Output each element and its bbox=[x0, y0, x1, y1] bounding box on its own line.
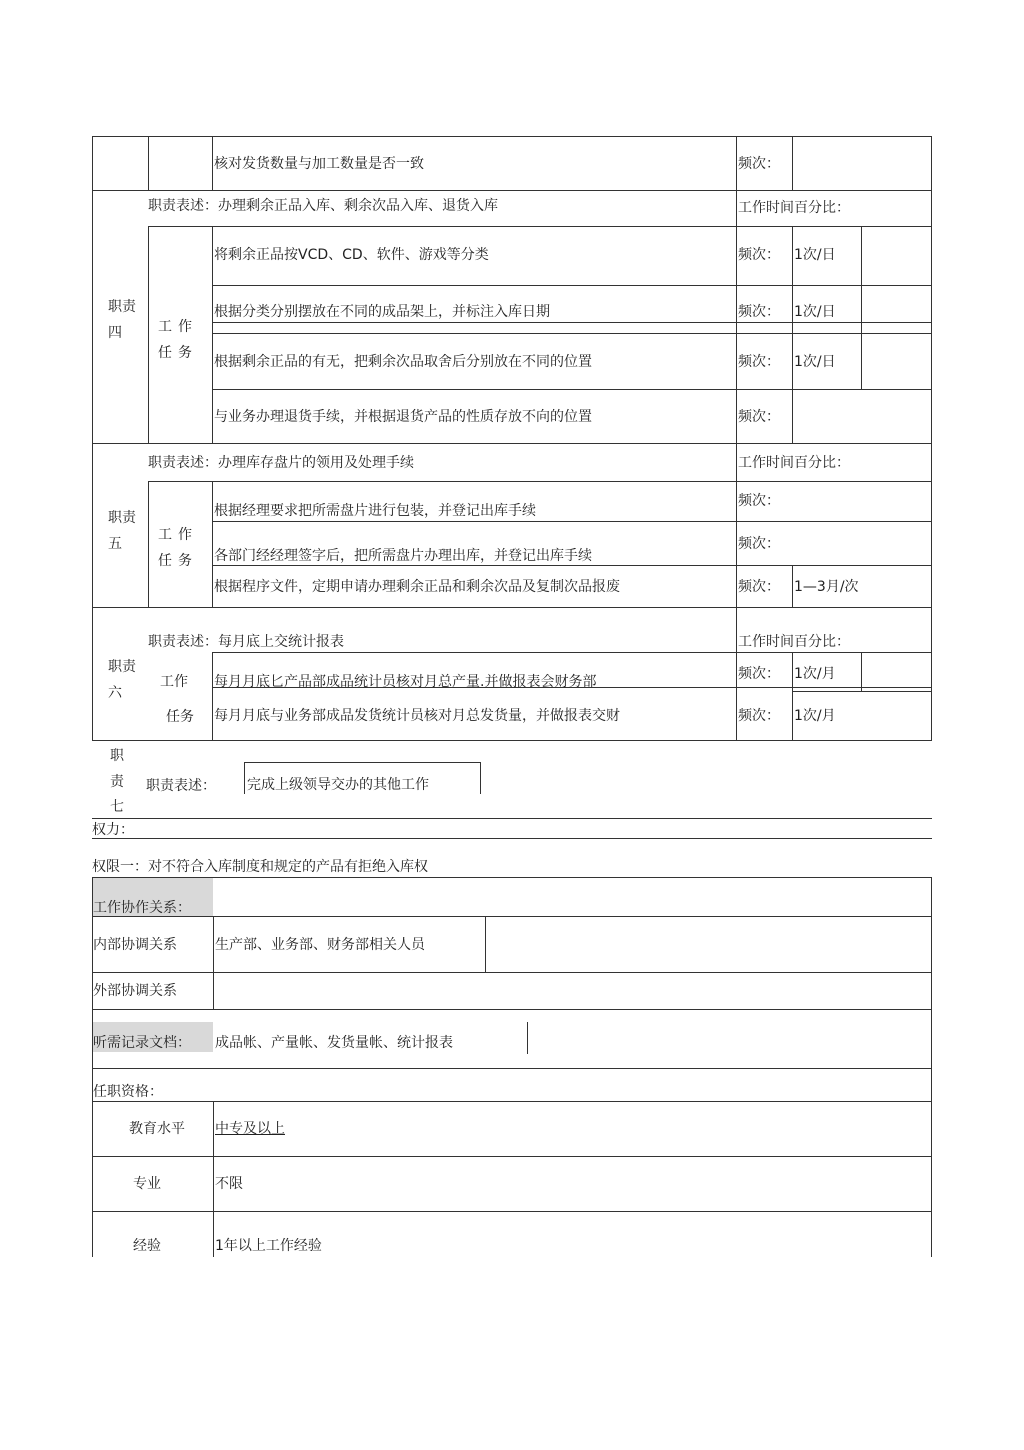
duty5-freq-label-2: 频次： bbox=[738, 536, 780, 552]
major-value: 不限 bbox=[215, 1176, 243, 1192]
power-label: 权力： bbox=[92, 822, 134, 838]
duty4-freq-label-2: 频次： bbox=[738, 304, 780, 320]
duty4-freq-3: 1次/日 bbox=[794, 354, 836, 370]
duty4-desc: 职责表述：办理剩余正品入库、剩余次品入库、退货入库 bbox=[148, 198, 498, 214]
duty6-freq-label-1: 频次： bbox=[738, 666, 780, 682]
duty5-freq-label-1: 频次： bbox=[738, 493, 780, 509]
duty6-task-1: 每月月底匕产品部成品统计员核对月总产量.并做报表会财务部 bbox=[214, 674, 597, 690]
duty6-task-label-1: 工作 bbox=[160, 674, 188, 690]
internal-relations-value: 生产部、业务部、财务部相关人员 bbox=[215, 937, 425, 953]
duty3-freq-label: 频次： bbox=[738, 156, 780, 172]
experience-value: 1年以上工作经验 bbox=[215, 1238, 322, 1254]
duty6-freq-label-2: 频次： bbox=[738, 708, 780, 724]
duty5-freq-label-3: 频次： bbox=[738, 579, 780, 595]
duty4-pct-label: 工作时间百分比： bbox=[738, 200, 850, 216]
duty5-task-1: 根据经理要求把所需盘片进行包装，并登记出库手续 bbox=[214, 503, 536, 519]
duty4-name: 职责四 bbox=[108, 299, 136, 341]
qualifications-title: 任职资格： bbox=[93, 1084, 163, 1100]
duty5-desc: 职责表述：办理库存盘片的领用及处理手续 bbox=[148, 455, 414, 471]
duty5-task-label: 工作任务 bbox=[158, 527, 198, 569]
duty6-task-2: 每月月底与业务部成品发货统计员核对月总发货量，并做报表交财 bbox=[214, 708, 620, 724]
duty5-task-3: 根据程序文件，定期申请办理剩余正品和剩余次品及复制次品报废 bbox=[214, 579, 620, 595]
duty4-task-2: 根据分类分别摆放在不同的成品架上，并标注入库日期 bbox=[214, 304, 550, 320]
duty7-char-2: 责 bbox=[110, 774, 124, 790]
duty7-char-1: 职 bbox=[110, 748, 124, 764]
education-value: 中专及以上 bbox=[215, 1121, 285, 1137]
duty7-char-3: 七 bbox=[110, 799, 124, 815]
relations-title: 工作协作关系： bbox=[93, 900, 191, 916]
duty3-task-text: 核对发货数量与加工数量是否一致 bbox=[214, 156, 424, 172]
duty5-name: 职责五 bbox=[108, 510, 136, 552]
duty5-pct-label: 工作时间百分比： bbox=[738, 455, 850, 471]
duty4-freq-1: 1次/日 bbox=[794, 247, 836, 263]
power-limit-1: 权限一：对不符合入库制度和规定的产品有拒绝入库权 bbox=[92, 859, 428, 875]
duty4-freq-label-3: 频次： bbox=[738, 354, 780, 370]
duty4-freq-label-4: 频次： bbox=[738, 409, 780, 425]
internal-relations-label: 内部协调关系 bbox=[93, 937, 177, 953]
duty6-task-label-2: 任务 bbox=[166, 709, 194, 725]
duty4-freq-label-1: 频次： bbox=[738, 247, 780, 263]
duty4-task-1: 将剩余正品按VCD、CD、软件、游戏等分类 bbox=[214, 247, 489, 263]
duty6-pct-label: 工作时间百分比： bbox=[738, 634, 850, 650]
experience-label: 经验 bbox=[133, 1238, 161, 1254]
duty4-freq-2: 1次/日 bbox=[794, 304, 836, 320]
duty6-name: 职责六 bbox=[108, 659, 136, 701]
duty7-desc: 完成上级领导交办的其他工作 bbox=[247, 777, 429, 793]
duty6-freq-2: 1次/月 bbox=[794, 708, 836, 724]
duty4-task-4: 与业务办理退货手续，并根据退货产品的性质存放不向的位置 bbox=[214, 409, 592, 425]
duty7-desc-label: 职责表述： bbox=[146, 778, 216, 794]
duty4-task-label: 工作任务 bbox=[158, 319, 198, 361]
duty5-task-2: 各部门经经理签字后，把所需盘片办理出库，并登记出库手续 bbox=[214, 548, 592, 564]
education-label: 教育水平 bbox=[129, 1121, 185, 1137]
records-value: 成品帐、产量帐、发货量帐、统计报表 bbox=[215, 1035, 453, 1051]
duty5-freq-3: 1—3月/次 bbox=[794, 579, 859, 595]
duty6-freq-1: 1次/月 bbox=[794, 666, 836, 682]
duty6-desc: 职责表述：每月底上交统计报表 bbox=[148, 634, 344, 650]
major-label: 专业 bbox=[133, 1176, 161, 1192]
external-relations-label: 外部协调关系 bbox=[93, 983, 177, 999]
duty4-task-3: 根据剩余正品的有无，把剩余次品取舍后分别放在不同的位置 bbox=[214, 354, 592, 370]
records-label: 听需记录文档： bbox=[93, 1035, 191, 1051]
